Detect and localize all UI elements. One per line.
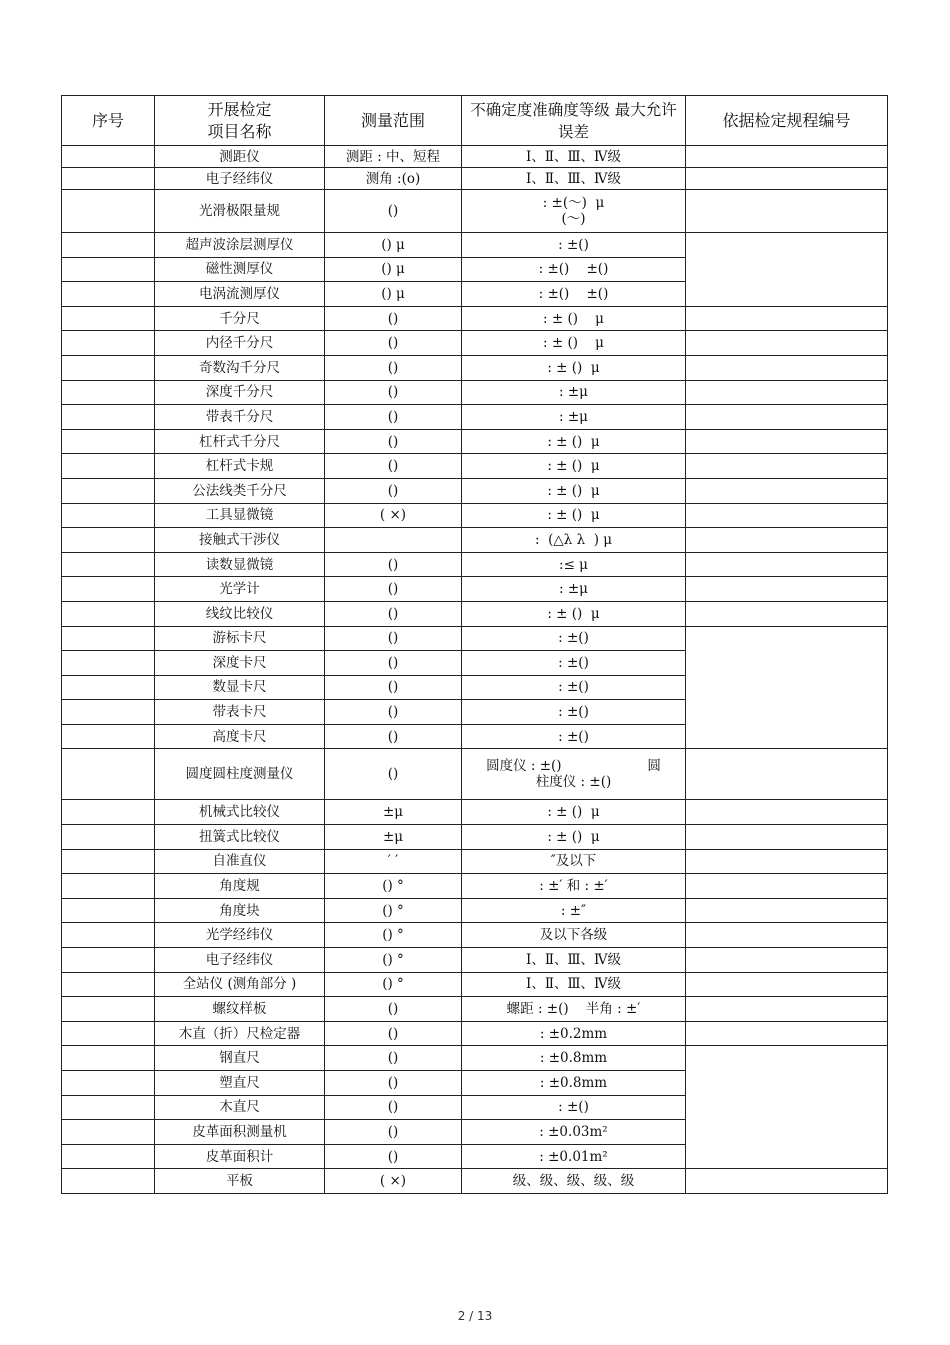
accuracy-cell: : ± () μ xyxy=(462,454,686,479)
basis-cell xyxy=(686,1046,888,1169)
item-name-cell: 光学经纬仪 xyxy=(155,923,325,948)
range-cell: ′ ′ xyxy=(325,849,462,874)
accuracy-cell: : ±0.8mm xyxy=(462,1071,686,1096)
item-name-cell: 木直（折）尺检定器 xyxy=(155,1021,325,1046)
range-cell: () μ xyxy=(325,257,462,282)
accuracy-cell: :≤ μ xyxy=(462,552,686,577)
table-row xyxy=(62,601,888,626)
range-cell: () xyxy=(325,749,462,800)
seq-cell xyxy=(62,454,155,479)
seq-cell xyxy=(62,355,155,380)
item-name-cell: 数显卡尺 xyxy=(155,675,325,700)
basis-cell xyxy=(686,1021,888,1046)
basis-cell xyxy=(686,380,888,405)
range-cell: () xyxy=(325,552,462,577)
range-cell: () xyxy=(325,1046,462,1071)
calibration-table xyxy=(61,95,888,1194)
seq-cell xyxy=(62,800,155,825)
table-row xyxy=(62,331,888,356)
seq-cell xyxy=(62,724,155,749)
seq-cell xyxy=(62,503,155,528)
item-name-cell: 塑直尺 xyxy=(155,1071,325,1096)
range-cell: () xyxy=(325,190,462,233)
seq-cell xyxy=(62,405,155,430)
seq-cell xyxy=(62,972,155,997)
seq-cell xyxy=(62,282,155,307)
basis-cell xyxy=(686,190,888,233)
basis-cell xyxy=(686,168,888,190)
item-name-cell: 磁性测厚仪 xyxy=(155,257,325,282)
accuracy-cell: : ±() xyxy=(462,233,686,258)
basis-cell xyxy=(686,626,888,749)
item-name-cell: 游标卡尺 xyxy=(155,626,325,651)
table-row xyxy=(62,874,888,899)
item-name-cell: 光学计 xyxy=(155,577,325,602)
range-cell: () xyxy=(325,1120,462,1145)
basis-cell xyxy=(686,331,888,356)
page-number: 2 / 13 xyxy=(457,1309,493,1323)
basis-cell xyxy=(686,478,888,503)
table-row xyxy=(62,577,888,602)
seq-cell xyxy=(62,874,155,899)
seq-cell xyxy=(62,528,155,553)
item-name-cell: 工具显微镜 xyxy=(155,503,325,528)
table-row xyxy=(62,749,888,800)
range-cell: () μ xyxy=(325,233,462,258)
accuracy-cell: : ±() xyxy=(462,675,686,700)
seq-cell xyxy=(62,675,155,700)
item-name-cell: 内径千分尺 xyxy=(155,331,325,356)
range-cell: () ° xyxy=(325,923,462,948)
item-name-cell: 电子经纬仪 xyxy=(155,168,325,190)
seq-cell xyxy=(62,306,155,331)
item-name-cell: 全站仪 (测角部分 ) xyxy=(155,972,325,997)
basis-cell xyxy=(686,948,888,973)
accuracy-cell: 及以下各级 xyxy=(462,923,686,948)
table-row xyxy=(62,923,888,948)
range-cell: () xyxy=(325,577,462,602)
accuracy-cell: ″及以下 xyxy=(462,849,686,874)
range-cell: () ° xyxy=(325,948,462,973)
seq-cell xyxy=(62,1169,155,1194)
seq-cell xyxy=(62,923,155,948)
seq-cell xyxy=(62,233,155,258)
basis-cell xyxy=(686,997,888,1022)
item-name-cell: 接触式干涉仪 xyxy=(155,528,325,553)
accuracy-cell: : ± () μ xyxy=(462,503,686,528)
range-cell: () xyxy=(325,1071,462,1096)
seq-cell xyxy=(62,997,155,1022)
range-cell: ±μ xyxy=(325,825,462,850)
table-row xyxy=(62,454,888,479)
item-name-cell: 扭簧式比较仪 xyxy=(155,825,325,850)
accuracy-cell: : ±0.8mm xyxy=(462,1046,686,1071)
accuracy-cell: : ±μ xyxy=(462,577,686,602)
basis-cell xyxy=(686,923,888,948)
basis-cell xyxy=(686,601,888,626)
accuracy-cell: : ±() xyxy=(462,700,686,725)
range-cell: () xyxy=(325,626,462,651)
range-cell: ±μ xyxy=(325,800,462,825)
seq-cell xyxy=(62,257,155,282)
item-name-cell: 杠杆式千分尺 xyxy=(155,429,325,454)
item-name-cell: 高度卡尺 xyxy=(155,724,325,749)
accuracy-cell: : ±′ 和 : ±′ xyxy=(462,874,686,899)
item-name-cell: 线纹比较仪 xyxy=(155,601,325,626)
item-name-cell: 钢直尺 xyxy=(155,1046,325,1071)
accuracy-cell: Ⅰ、Ⅱ、Ⅲ、Ⅳ级 xyxy=(462,948,686,973)
range-cell: () ° xyxy=(325,972,462,997)
range-cell: () xyxy=(325,405,462,430)
table-row xyxy=(62,146,888,168)
item-name-cell: 测距仪 xyxy=(155,146,325,168)
table-row xyxy=(62,168,888,190)
item-name-cell: 公法线类千分尺 xyxy=(155,478,325,503)
seq-cell xyxy=(62,626,155,651)
accuracy-cell: : (△λ λ ) μ xyxy=(462,528,686,553)
range-cell: () xyxy=(325,675,462,700)
range-cell: () xyxy=(325,306,462,331)
table-row xyxy=(62,898,888,923)
basis-cell xyxy=(686,503,888,528)
item-name-cell: 杠杆式卡规 xyxy=(155,454,325,479)
item-name-cell: 圆度圆柱度测量仪 xyxy=(155,749,325,800)
seq-cell xyxy=(62,190,155,233)
basis-cell xyxy=(686,825,888,850)
range-cell: ( ×) xyxy=(325,503,462,528)
basis-cell xyxy=(686,306,888,331)
basis-cell xyxy=(686,528,888,553)
accuracy-cell: : ± () μ xyxy=(462,331,686,356)
table-row xyxy=(62,1169,888,1194)
accuracy-cell: : ± () μ xyxy=(462,825,686,850)
accuracy-cell: : ±μ xyxy=(462,405,686,430)
table-row xyxy=(62,626,888,651)
header-item: 开展检定 项目名称 xyxy=(155,96,325,146)
seq-cell xyxy=(62,700,155,725)
table-row xyxy=(62,429,888,454)
item-name-cell: 螺纹样板 xyxy=(155,997,325,1022)
accuracy-cell: : ± () μ xyxy=(462,306,686,331)
item-name-cell: 平板 xyxy=(155,1169,325,1194)
accuracy-cell: : ± () μ xyxy=(462,800,686,825)
range-cell: () xyxy=(325,380,462,405)
accuracy-cell: 螺距 : ±() 半角 : ±′ xyxy=(462,997,686,1022)
seq-cell xyxy=(62,601,155,626)
range-cell: () xyxy=(325,1144,462,1169)
header-seq: 序号 xyxy=(62,96,155,146)
accuracy-cell: : ±″ xyxy=(462,898,686,923)
seq-cell xyxy=(62,651,155,676)
accuracy-cell: 级、级、级、级、级 xyxy=(462,1169,686,1194)
seq-cell xyxy=(62,1095,155,1120)
range-cell: () xyxy=(325,478,462,503)
range-cell: () xyxy=(325,997,462,1022)
seq-cell xyxy=(62,331,155,356)
header-row xyxy=(62,96,888,146)
accuracy-cell: : ±(～) μ (～) xyxy=(462,190,686,233)
table-row xyxy=(62,997,888,1022)
accuracy-cell: : ±() xyxy=(462,651,686,676)
range-cell: 测角 :(o) xyxy=(325,168,462,190)
item-name-cell: 超声波涂层测厚仪 xyxy=(155,233,325,258)
table-row xyxy=(62,478,888,503)
seq-cell xyxy=(62,825,155,850)
table-row xyxy=(62,405,888,430)
header-uncertainty: 不确定度准确度等级 最大允许误差 xyxy=(462,96,686,146)
seq-cell xyxy=(62,749,155,800)
accuracy-cell: : ±() ±() xyxy=(462,257,686,282)
basis-cell xyxy=(686,552,888,577)
accuracy-cell: : ±() xyxy=(462,1095,686,1120)
table-row xyxy=(62,190,888,233)
range-cell xyxy=(325,528,462,553)
table-row xyxy=(62,503,888,528)
seq-cell xyxy=(62,168,155,190)
item-name-cell: 千分尺 xyxy=(155,306,325,331)
range-cell: () xyxy=(325,1095,462,1120)
header-range: 测量范围 xyxy=(325,96,462,146)
range-cell: () xyxy=(325,454,462,479)
item-name-cell: 电涡流测厚仪 xyxy=(155,282,325,307)
accuracy-cell: : ±() ±() xyxy=(462,282,686,307)
item-name-cell: 奇数沟千分尺 xyxy=(155,355,325,380)
range-cell: () xyxy=(325,651,462,676)
basis-cell xyxy=(686,146,888,168)
header-basis: 依据检定规程编号 xyxy=(686,96,888,146)
table-row xyxy=(62,948,888,973)
basis-cell xyxy=(686,898,888,923)
seq-cell xyxy=(62,1021,155,1046)
seq-cell xyxy=(62,478,155,503)
accuracy-cell: : ± () μ xyxy=(462,429,686,454)
basis-cell xyxy=(686,429,888,454)
seq-cell xyxy=(62,1046,155,1071)
accuracy-cell: : ±0.2mm xyxy=(462,1021,686,1046)
range-cell: () ° xyxy=(325,874,462,899)
seq-cell xyxy=(62,849,155,874)
seq-cell xyxy=(62,380,155,405)
item-name-cell: 角度块 xyxy=(155,898,325,923)
table-row xyxy=(62,306,888,331)
accuracy-cell: : ± () μ xyxy=(462,478,686,503)
range-cell: () ° xyxy=(325,898,462,923)
accuracy-cell: Ⅰ、Ⅱ、Ⅲ、Ⅳ级 xyxy=(462,972,686,997)
item-name-cell: 读数显微镜 xyxy=(155,552,325,577)
accuracy-cell: : ± () μ xyxy=(462,355,686,380)
basis-cell xyxy=(686,849,888,874)
item-name-cell: 皮革面积计 xyxy=(155,1144,325,1169)
table-row xyxy=(62,972,888,997)
basis-cell xyxy=(686,800,888,825)
range-cell: () μ xyxy=(325,282,462,307)
basis-cell xyxy=(686,405,888,430)
seq-cell xyxy=(62,898,155,923)
range-cell: () xyxy=(325,700,462,725)
basis-cell xyxy=(686,972,888,997)
seq-cell xyxy=(62,552,155,577)
item-name-cell: 机械式比较仪 xyxy=(155,800,325,825)
accuracy-cell: : ± () μ xyxy=(462,601,686,626)
table-row xyxy=(62,528,888,553)
table-row xyxy=(62,800,888,825)
accuracy-cell: : ±() xyxy=(462,724,686,749)
table-row xyxy=(62,380,888,405)
seq-cell xyxy=(62,948,155,973)
accuracy-cell: Ⅰ、Ⅱ、Ⅲ、Ⅳ级 xyxy=(462,146,686,168)
seq-cell xyxy=(62,429,155,454)
range-cell: () xyxy=(325,331,462,356)
seq-cell xyxy=(62,1071,155,1096)
table-row xyxy=(62,355,888,380)
item-name-cell: 光滑极限量规 xyxy=(155,190,325,233)
table-row xyxy=(62,825,888,850)
range-cell: ( ×) xyxy=(325,1169,462,1194)
range-cell: () xyxy=(325,429,462,454)
accuracy-cell: : ±0.03m² xyxy=(462,1120,686,1145)
basis-cell xyxy=(686,454,888,479)
table-body xyxy=(62,146,888,1194)
accuracy-cell: 圆度仪 : ±() 圆 柱度仪 : ±() xyxy=(462,749,686,800)
item-name-cell: 木直尺 xyxy=(155,1095,325,1120)
range-cell: 测距 : 中、短程 xyxy=(325,146,462,168)
range-cell: () xyxy=(325,1021,462,1046)
accuracy-cell: : ±() xyxy=(462,626,686,651)
item-name-cell: 角度规 xyxy=(155,874,325,899)
seq-cell xyxy=(62,1120,155,1145)
range-cell: () xyxy=(325,724,462,749)
item-name-cell: 自准直仪 xyxy=(155,849,325,874)
item-name-cell: 带表千分尺 xyxy=(155,405,325,430)
item-name-cell: 皮革面积测量机 xyxy=(155,1120,325,1145)
accuracy-cell: : ±μ xyxy=(462,380,686,405)
basis-cell xyxy=(686,233,888,307)
item-name-cell: 带表卡尺 xyxy=(155,700,325,725)
basis-cell xyxy=(686,355,888,380)
seq-cell xyxy=(62,577,155,602)
range-cell: () xyxy=(325,601,462,626)
basis-cell xyxy=(686,577,888,602)
table-row xyxy=(62,849,888,874)
table-row xyxy=(62,233,888,258)
basis-cell xyxy=(686,1169,888,1194)
seq-cell xyxy=(62,146,155,168)
table-row xyxy=(62,1021,888,1046)
accuracy-cell: Ⅰ、Ⅱ、Ⅲ、Ⅳ级 xyxy=(462,168,686,190)
accuracy-cell: : ±0.01m² xyxy=(462,1144,686,1169)
item-name-cell: 电子经纬仪 xyxy=(155,948,325,973)
basis-cell xyxy=(686,874,888,899)
table-row xyxy=(62,1046,888,1071)
basis-cell xyxy=(686,749,888,800)
item-name-cell: 深度卡尺 xyxy=(155,651,325,676)
item-name-cell: 深度千分尺 xyxy=(155,380,325,405)
range-cell: () xyxy=(325,355,462,380)
table-row xyxy=(62,552,888,577)
seq-cell xyxy=(62,1144,155,1169)
